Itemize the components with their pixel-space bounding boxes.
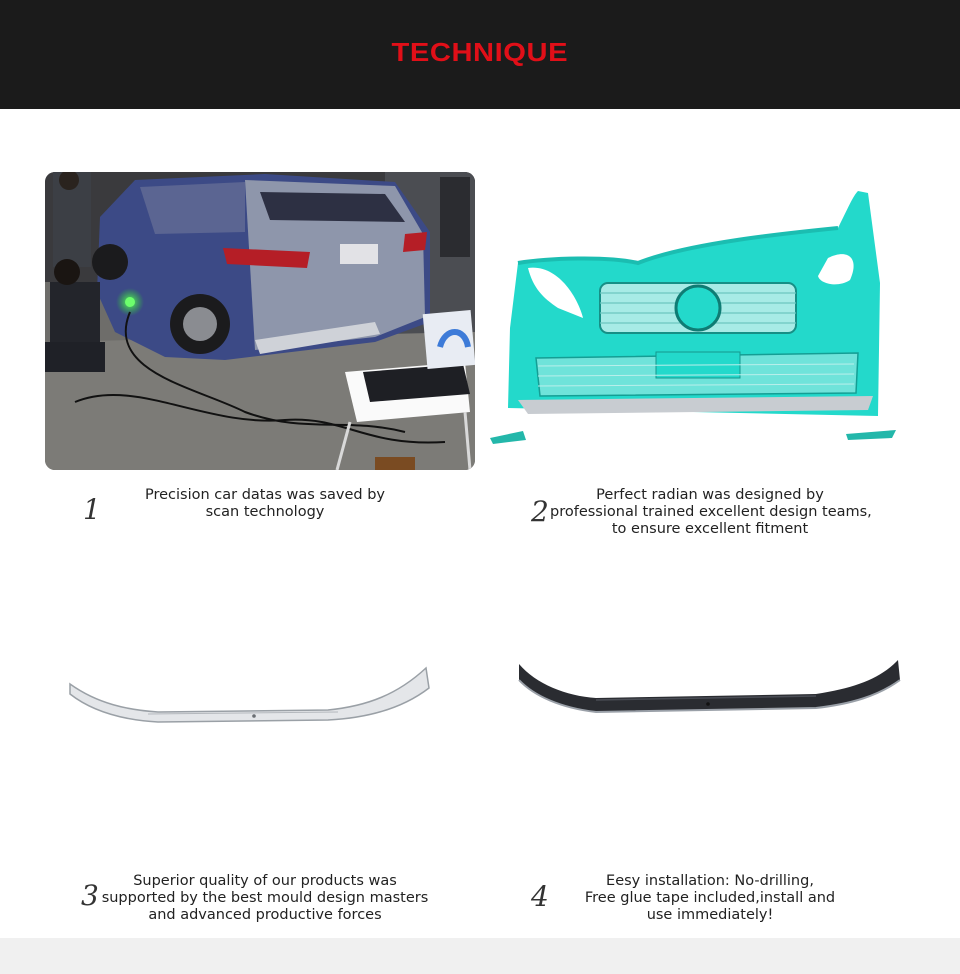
- step-4-line-2: Free glue tape included,install and: [584, 890, 836, 906]
- step-1-line-1: Precision car datas was saved by: [144, 487, 385, 503]
- step-3-line-1: Superior quality of our products was: [133, 873, 397, 889]
- step-number-2: 2: [531, 495, 549, 528]
- step-2-line-2: professional trained excellent design teams,: [550, 504, 872, 520]
- step-number-3: 3: [81, 879, 99, 912]
- page-header: [0, 0, 960, 109]
- step-4-line-3: use immediately!: [646, 907, 774, 923]
- step-2-line-1: Perfect radian was designed by: [596, 487, 824, 503]
- step-number-4: 4: [531, 880, 549, 913]
- step-1-line-2: scan technology: [205, 504, 325, 520]
- step-3-line-2: supported by the best mould design masters: [101, 890, 429, 906]
- step-number-1: 1: [83, 493, 101, 526]
- page-title: TECHNIQUE: [391, 37, 569, 67]
- step-3-line-3: and advanced productive forces: [148, 907, 382, 923]
- step-description-4: [580, 873, 840, 924]
- step-description-2: [550, 487, 870, 538]
- car-scan-photo: [45, 172, 475, 470]
- black-front-lip-image: [516, 656, 902, 718]
- footer-band: [0, 938, 960, 974]
- step-description-3: [100, 873, 430, 924]
- silver-front-lip-image: [68, 664, 432, 726]
- bumper-3d-scan-image: [488, 188, 900, 444]
- step-2-line-3: to ensure excellent fitment: [611, 521, 809, 537]
- step-4-line-1: Eesy installation: No-drilling,: [606, 873, 814, 889]
- step-description-1: [140, 487, 390, 521]
